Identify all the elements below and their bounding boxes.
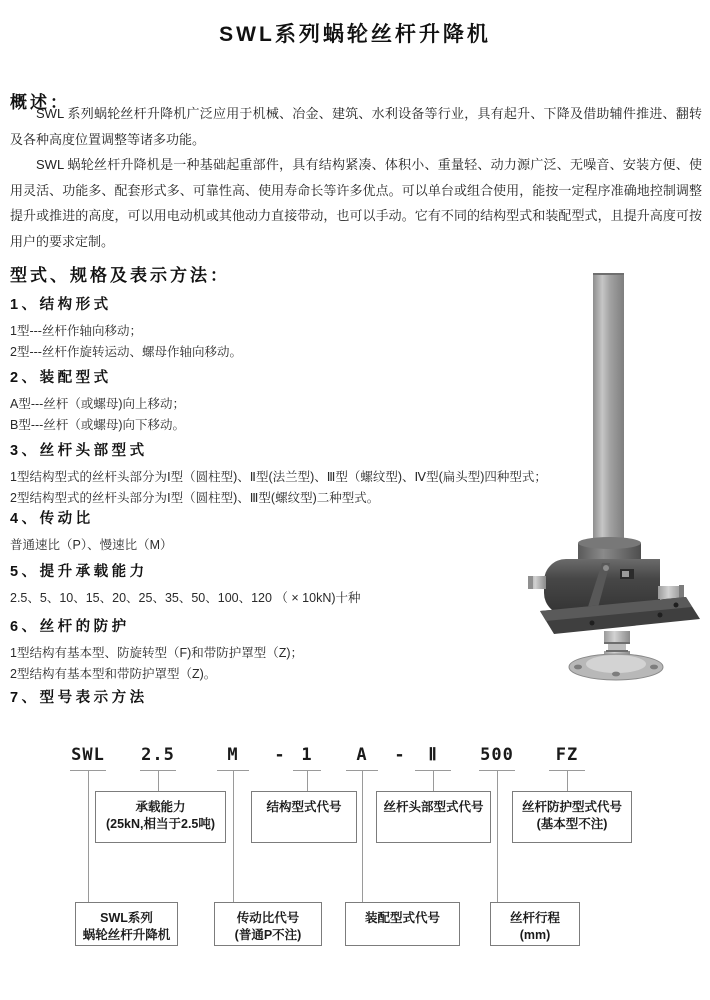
spec-item-assembly-type xyxy=(10,366,185,435)
model-code-separator: - xyxy=(274,745,286,765)
model-code-part-capacity: 2.5 xyxy=(141,745,175,765)
box-screw-travel: 丝杆行程 (mm) xyxy=(490,902,580,946)
model-code-part-assembly: A xyxy=(356,745,368,765)
spec-item-line: 2型结构型式的丝杆头部分为Ⅰ型（圆柱型)、Ⅲ型(螺纹型)二种型式。 xyxy=(10,490,380,505)
spec-item-line: 1型结构型式的丝杆头部分为Ⅰ型（圆柱型)、Ⅱ型(法兰型)、Ⅲ型（螺纹型)、Ⅳ型(扁头型)四种型式； xyxy=(10,470,547,484)
spec-item-heading: 3、丝杆头部型式 xyxy=(10,443,148,459)
spec-item-line: B型---丝杆（或螺母)向下移动。 xyxy=(10,417,185,432)
overview-paragraphs xyxy=(10,101,702,254)
model-code-part-travel: 500 xyxy=(480,745,514,765)
product-photo-screw-jack xyxy=(528,263,710,687)
section-overview-heading: 概述： xyxy=(10,93,70,112)
bottom-flange xyxy=(569,654,663,680)
spec-item-line: 2型---丝杆作旋转运动、螺母作轴向移动。 xyxy=(10,344,242,359)
connector-line xyxy=(88,770,89,902)
section-spec-heading: 型式、规格及表示方法： xyxy=(10,266,230,285)
model-code-part-series: SWL xyxy=(71,745,105,765)
box-ratio-code: 传动比代号 (普通P不注) xyxy=(214,902,322,946)
spec-item-heading: 1、结构形式 xyxy=(10,297,112,313)
model-code-separator: - xyxy=(394,745,406,765)
spec-item-heading: 2、装配型式 xyxy=(10,370,112,386)
box-screw-head-type-code: 丝杆头部型式代号 xyxy=(376,791,491,843)
spec-item-line: 2.5、5、10、15、20、25、35、50、100、120 （ × 10kN)十种 xyxy=(10,591,361,605)
connector-line xyxy=(158,770,159,791)
spec-item-heading: 5、提升承载能力 xyxy=(10,564,148,580)
spec-item-transmission-ratio xyxy=(10,507,173,556)
spec-item-line: A型---丝杆（或螺母)向上移动； xyxy=(10,397,185,411)
spec-item-heading: 7、型号表示方法 xyxy=(10,690,148,706)
connector-line xyxy=(307,770,308,791)
overview-paragraph-2: SWL 蜗轮丝杆升降机是一种基础起重部件，具有结构紧凑、体积小、重量轻、动力源广泛、无噪音、安装方便、使用灵活、功能多、配套形式多、可靠性高、使用寿命长等许多优点。可以单台或组合使用，能按一定程序准确地控制调整提升或推进的高度，可以用电动机或其他动力直接带动，也可以手动。它有不同的结构型式和装配型式，且提升高度可按用户的要求定制。 xyxy=(10,157,702,249)
spec-item-load-capacity xyxy=(10,560,361,609)
spec-item-heading: 4、传动比 xyxy=(10,511,94,527)
spec-item-heading: 6、丝杆的防护 xyxy=(10,619,130,635)
model-code-part-structure: 1 xyxy=(301,745,313,765)
spec-item-model-designation xyxy=(10,686,148,714)
page-title: SWL系列蜗轮丝杆升降机 xyxy=(219,23,491,46)
model-code-part-screw-head: Ⅱ xyxy=(428,745,438,765)
spec-item-line: 1型---丝杆作轴向移动； xyxy=(10,324,142,338)
model-code-part-protection: FZ xyxy=(555,745,579,765)
spec-item-screw-head-type xyxy=(10,439,547,508)
screw-protection-tube xyxy=(593,273,624,548)
connector-line xyxy=(567,770,568,791)
connector-line xyxy=(233,770,234,902)
connector-line xyxy=(497,770,498,902)
connector-line xyxy=(433,770,434,791)
box-series-name: SWL系列 蜗轮丝杆升降机 xyxy=(75,902,178,946)
spec-item-screw-protection xyxy=(10,615,303,684)
input-shaft-left xyxy=(528,576,546,589)
spec-item-structure-type xyxy=(10,293,242,362)
box-structure-type-code: 结构型式代号 xyxy=(251,791,357,843)
overview-paragraph-1: SWL 系列蜗轮丝杆升降机广泛应用于机械、冶金、建筑、水利设备等行业，具有起升、下降及借助辅件推进、翻转及各种高度位置调整等诸多功能。 xyxy=(10,106,702,147)
model-code-part-ratio: M xyxy=(227,745,239,765)
spec-item-line: 1型结构有基本型、防旋转型（F)和带防护罩型（Z)； xyxy=(10,646,304,660)
box-screw-protection-type-code: 丝杆防护型式代号 (基本型不注) xyxy=(512,791,632,843)
box-load-capacity: 承载能力 (25kN,相当于2.5吨) xyxy=(95,791,226,843)
connector-line xyxy=(362,770,363,902)
box-assembly-type-code: 装配型式代号 xyxy=(345,902,460,946)
spec-item-line: 2型结构有基本型和带防护罩型（Z)。 xyxy=(10,666,217,681)
spec-item-line: 普通速比（P）、慢速比（M） xyxy=(10,538,173,552)
